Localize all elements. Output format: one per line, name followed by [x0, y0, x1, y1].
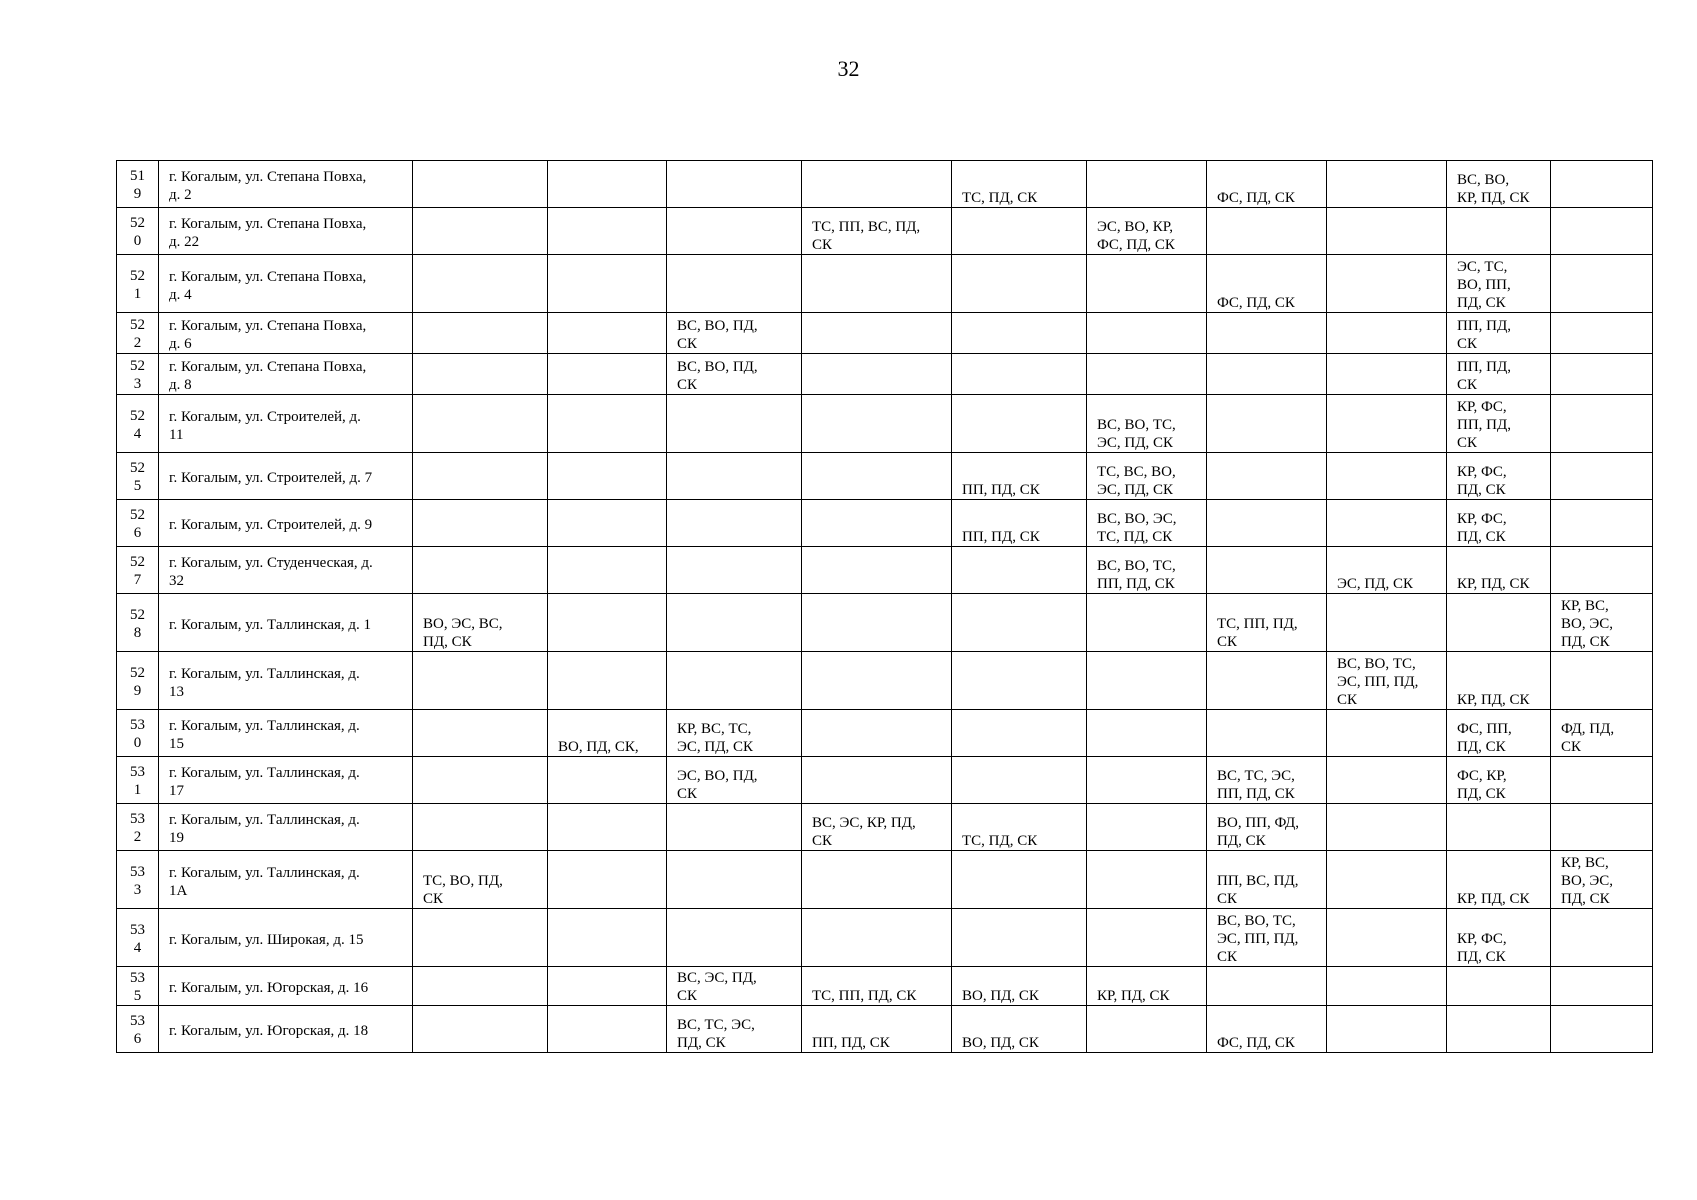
work-types-cell: ЭС, ВО, ПД, СК: [667, 757, 802, 804]
work-types-cell: [1447, 804, 1551, 851]
work-types-cell: КР, ПД, СК: [1447, 652, 1551, 710]
work-types-cell: [1447, 1006, 1551, 1053]
address-cell: г. Когалым, ул. Степана Повха, д. 6: [159, 313, 413, 354]
address-cell: г. Когалым, ул. Таллинская, д. 15: [159, 710, 413, 757]
work-types-cell: [1327, 710, 1447, 757]
work-types-cell: [1207, 710, 1327, 757]
row-number: 52 4: [117, 395, 159, 453]
work-types-cell: [1327, 804, 1447, 851]
work-types-cell: [1087, 710, 1207, 757]
work-types-cell: [802, 909, 952, 967]
work-types-cell: [667, 453, 802, 500]
work-types-cell: [1087, 161, 1207, 208]
work-types-cell: ВС, ЭС, ПД, СК: [667, 967, 802, 1006]
work-types-cell: КР, ФС, ПД, СК: [1447, 453, 1551, 500]
work-types-cell: [667, 652, 802, 710]
work-types-cell: [548, 208, 667, 255]
table-row: [117, 161, 1653, 208]
work-types-cell: [1447, 208, 1551, 255]
work-types-cell: [952, 851, 1087, 909]
address-cell: г. Когалым, ул. Таллинская, д. 13: [159, 652, 413, 710]
row-number: 52 0: [117, 208, 159, 255]
work-types-cell: ФС, КР, ПД, СК: [1447, 757, 1551, 804]
work-types-cell: ФС, ПП, ПД, СК: [1447, 710, 1551, 757]
address-cell: г. Когалым, ул. Таллинская, д. 1А: [159, 851, 413, 909]
work-types-cell: [1551, 453, 1653, 500]
address-cell: г. Когалым, ул. Строителей, д. 9: [159, 500, 413, 547]
work-types-cell: [802, 453, 952, 500]
work-types-cell: КР, ВС, ТС, ЭС, ПД, СК: [667, 710, 802, 757]
address-cell: г. Когалым, ул. Степана Повха, д. 4: [159, 255, 413, 313]
work-types-cell: ФС, ПД, СК: [1207, 161, 1327, 208]
work-types-cell: [802, 255, 952, 313]
work-types-cell: [952, 710, 1087, 757]
work-types-cell: [802, 594, 952, 652]
work-types-cell: [802, 757, 952, 804]
table-row: [117, 851, 1653, 909]
work-types-cell: [1551, 313, 1653, 354]
work-types-cell: [548, 395, 667, 453]
work-types-cell: [1087, 757, 1207, 804]
work-types-cell: ЭС, ПД, СК: [1327, 547, 1447, 594]
work-types-cell: ПП, ПД, СК: [1447, 313, 1551, 354]
work-types-cell: ПП, ПД, СК: [802, 1006, 952, 1053]
work-types-cell: ВС, ВО, ТС, ЭС, ПП, ПД, СК: [1207, 909, 1327, 967]
work-types-cell: ФС, ПД, СК: [1207, 1006, 1327, 1053]
work-types-cell: ПП, ПД, СК: [952, 500, 1087, 547]
work-types-cell: [1551, 1006, 1653, 1053]
work-types-cell: [667, 395, 802, 453]
work-types-cell: [413, 967, 548, 1006]
work-types-cell: [1327, 851, 1447, 909]
work-types-cell: [1551, 395, 1653, 453]
work-types-cell: [413, 652, 548, 710]
row-number: 53 3: [117, 851, 159, 909]
work-types-cell: [952, 208, 1087, 255]
work-types-cell: [952, 652, 1087, 710]
work-types-cell: ВС, ВО, ТС, ПП, ПД, СК: [1087, 547, 1207, 594]
work-types-cell: КР, ПД, СК: [1087, 967, 1207, 1006]
table-row: [117, 453, 1653, 500]
row-number: 52 2: [117, 313, 159, 354]
work-types-cell: [952, 313, 1087, 354]
work-types-cell: [413, 395, 548, 453]
address-cell: г. Когалым, ул. Степана Повха, д. 22: [159, 208, 413, 255]
work-types-cell: [1551, 500, 1653, 547]
work-types-cell: [1327, 1006, 1447, 1053]
table-row: [117, 710, 1653, 757]
work-types-cell: ВО, ПД, СК: [952, 1006, 1087, 1053]
work-types-cell: [952, 594, 1087, 652]
address-cell: г. Когалым, ул. Таллинская, д. 1: [159, 594, 413, 652]
work-types-cell: [952, 354, 1087, 395]
work-types-cell: [1207, 354, 1327, 395]
table-row: [117, 354, 1653, 395]
address-cell: г. Когалым, ул. Строителей, д. 7: [159, 453, 413, 500]
address-cell: г. Когалым, ул. Строителей, д. 11: [159, 395, 413, 453]
table-row: [117, 255, 1653, 313]
work-types-cell: [413, 161, 548, 208]
work-types-cell: [802, 652, 952, 710]
work-types-cell: [1551, 804, 1653, 851]
work-types-cell: [667, 594, 802, 652]
work-types-cell: [548, 594, 667, 652]
table-row: [117, 804, 1653, 851]
work-types-cell: [1087, 255, 1207, 313]
work-types-cell: [413, 208, 548, 255]
work-types-cell: [1327, 967, 1447, 1006]
work-types-cell: ФС, ПД, СК: [1207, 255, 1327, 313]
work-types-cell: [548, 804, 667, 851]
work-types-cell: ЭС, ТС, ВО, ПП, ПД, СК: [1447, 255, 1551, 313]
work-types-cell: [952, 757, 1087, 804]
work-types-cell: [802, 313, 952, 354]
work-types-cell: [548, 851, 667, 909]
work-types-cell: ТС, ПД, СК: [952, 161, 1087, 208]
work-types-cell: [413, 757, 548, 804]
work-types-cell: ТС, ПД, СК: [952, 804, 1087, 851]
work-types-cell: [1327, 757, 1447, 804]
work-types-cell: ВО, ПД, СК,: [548, 710, 667, 757]
row-number: 53 5: [117, 967, 159, 1006]
work-types-cell: [1327, 453, 1447, 500]
row-number: 53 2: [117, 804, 159, 851]
work-types-cell: [1327, 594, 1447, 652]
table-row: [117, 313, 1653, 354]
work-types-cell: [1551, 909, 1653, 967]
table-row: [117, 547, 1653, 594]
work-types-cell: [1551, 547, 1653, 594]
work-types-cell: [1087, 1006, 1207, 1053]
row-number: 52 9: [117, 652, 159, 710]
table-row: [117, 500, 1653, 547]
work-types-cell: КР, ВС, ВО, ЭС, ПД, СК: [1551, 851, 1653, 909]
work-types-cell: [1551, 354, 1653, 395]
work-types-cell: [802, 547, 952, 594]
work-types-cell: [413, 354, 548, 395]
table-row: [117, 1006, 1653, 1053]
work-types-cell: [548, 757, 667, 804]
work-types-cell: [548, 547, 667, 594]
work-types-cell: [952, 255, 1087, 313]
repair-schedule-table: [116, 160, 1653, 1053]
work-types-cell: КР, ПД, СК: [1447, 851, 1551, 909]
work-types-cell: [667, 547, 802, 594]
work-types-cell: [1551, 208, 1653, 255]
work-types-cell: ТС, ПП, ВС, ПД, СК: [802, 208, 952, 255]
work-types-cell: ПП, ПД, СК: [952, 453, 1087, 500]
work-types-cell: ПП, ВС, ПД, СК: [1207, 851, 1327, 909]
work-types-cell: [1087, 354, 1207, 395]
work-types-cell: [802, 710, 952, 757]
work-types-cell: [413, 313, 548, 354]
table-row: [117, 652, 1653, 710]
row-number: 53 6: [117, 1006, 159, 1053]
work-types-cell: ВС, ВО, ПД, СК: [667, 313, 802, 354]
row-number: 53 4: [117, 909, 159, 967]
work-types-cell: [667, 804, 802, 851]
work-types-cell: [548, 161, 667, 208]
address-cell: г. Когалым, ул. Широкая, д. 15: [159, 909, 413, 967]
work-types-cell: [548, 255, 667, 313]
work-types-cell: [1327, 255, 1447, 313]
work-types-cell: [1327, 909, 1447, 967]
work-types-cell: [548, 500, 667, 547]
work-types-cell: [1551, 161, 1653, 208]
work-types-cell: [1327, 208, 1447, 255]
work-types-cell: [548, 354, 667, 395]
work-types-cell: [413, 909, 548, 967]
row-number: 53 0: [117, 710, 159, 757]
work-types-cell: [413, 500, 548, 547]
address-cell: г. Когалым, ул. Степана Повха, д. 2: [159, 161, 413, 208]
work-types-cell: [802, 354, 952, 395]
work-types-cell: [667, 208, 802, 255]
work-types-cell: [548, 909, 667, 967]
row-number: 53 1: [117, 757, 159, 804]
work-types-cell: [1207, 547, 1327, 594]
work-types-cell: ВС, ВО, ЭС, ТС, ПД, СК: [1087, 500, 1207, 547]
work-types-cell: ВС, ЭС, КР, ПД, СК: [802, 804, 952, 851]
work-types-cell: [548, 313, 667, 354]
work-types-cell: ВС, ВО, ТС, ЭС, ПП, ПД, СК: [1327, 652, 1447, 710]
work-types-cell: [548, 1006, 667, 1053]
work-types-cell: [952, 395, 1087, 453]
work-types-cell: [1327, 313, 1447, 354]
work-types-cell: [667, 909, 802, 967]
work-types-cell: ВС, ВО, КР, ПД, СК: [1447, 161, 1551, 208]
work-types-cell: [548, 453, 667, 500]
address-cell: г. Когалым, ул. Таллинская, д. 17: [159, 757, 413, 804]
work-types-cell: [1207, 395, 1327, 453]
work-types-cell: [413, 547, 548, 594]
row-number: 52 5: [117, 453, 159, 500]
work-types-cell: КР, ФС, ПД, СК: [1447, 909, 1551, 967]
work-types-cell: [1327, 500, 1447, 547]
work-types-cell: ТС, ПП, ПД, СК: [1207, 594, 1327, 652]
work-types-cell: [802, 851, 952, 909]
work-types-cell: [1551, 255, 1653, 313]
work-types-cell: [667, 255, 802, 313]
work-types-cell: ВО, ПП, ФД, ПД, СК: [1207, 804, 1327, 851]
work-types-cell: [667, 500, 802, 547]
work-types-cell: [1087, 313, 1207, 354]
work-types-cell: КР, ФС, ПД, СК: [1447, 500, 1551, 547]
row-number: 52 8: [117, 594, 159, 652]
table-row: [117, 395, 1653, 453]
address-cell: г. Когалым, ул. Югорская, д. 16: [159, 967, 413, 1006]
work-types-cell: ТС, ПП, ПД, СК: [802, 967, 952, 1006]
work-types-cell: [1327, 161, 1447, 208]
work-types-cell: [1087, 804, 1207, 851]
work-types-cell: [1207, 208, 1327, 255]
page-number: 32: [837, 56, 860, 81]
work-types-cell: [802, 500, 952, 547]
work-types-cell: [1087, 594, 1207, 652]
work-types-cell: [1551, 967, 1653, 1006]
work-types-cell: [1327, 354, 1447, 395]
table-row: [117, 757, 1653, 804]
work-types-cell: КР, ПД, СК: [1447, 547, 1551, 594]
table-row: [117, 909, 1653, 967]
work-types-cell: ВС, ВО, ПД, СК: [667, 354, 802, 395]
row-number: 52 6: [117, 500, 159, 547]
table-row: [117, 208, 1653, 255]
work-types-cell: [1087, 851, 1207, 909]
row-number: 52 1: [117, 255, 159, 313]
work-types-cell: [1207, 313, 1327, 354]
work-types-cell: [1207, 652, 1327, 710]
work-types-cell: [667, 851, 802, 909]
address-cell: г. Когалым, ул. Таллинская, д. 19: [159, 804, 413, 851]
address-cell: г. Когалым, ул. Степана Повха, д. 8: [159, 354, 413, 395]
work-types-cell: [413, 710, 548, 757]
work-types-cell: ТС, ВС, ВО, ЭС, ПД, СК: [1087, 453, 1207, 500]
work-types-cell: [952, 547, 1087, 594]
work-types-cell: [1327, 395, 1447, 453]
address-cell: г. Когалым, ул. Студенческая, д. 32: [159, 547, 413, 594]
table-row: [117, 967, 1653, 1006]
row-number: 51 9: [117, 161, 159, 208]
work-types-cell: [667, 161, 802, 208]
work-types-cell: [1207, 967, 1327, 1006]
work-types-cell: [413, 1006, 548, 1053]
work-types-cell: [548, 652, 667, 710]
row-number: 52 3: [117, 354, 159, 395]
work-types-cell: [413, 453, 548, 500]
work-types-cell: ПП, ПД, СК: [1447, 354, 1551, 395]
work-types-cell: ФД, ПД, СК: [1551, 710, 1653, 757]
work-types-cell: [952, 909, 1087, 967]
work-types-cell: КР, ФС, ПП, ПД, СК: [1447, 395, 1551, 453]
work-types-cell: [1551, 757, 1653, 804]
work-types-cell: [802, 161, 952, 208]
work-types-cell: [1207, 500, 1327, 547]
work-types-cell: ВО, ПД, СК: [952, 967, 1087, 1006]
work-types-cell: [802, 395, 952, 453]
work-types-cell: [413, 804, 548, 851]
work-types-cell: КР, ВС, ВО, ЭС, ПД, СК: [1551, 594, 1653, 652]
work-types-cell: [1087, 652, 1207, 710]
address-cell: г. Когалым, ул. Югорская, д. 18: [159, 1006, 413, 1053]
work-types-cell: ВС, ТС, ЭС, ПП, ПД, СК: [1207, 757, 1327, 804]
work-types-cell: [413, 255, 548, 313]
work-types-cell: [1447, 967, 1551, 1006]
work-types-cell: [1207, 453, 1327, 500]
work-types-cell: ВС, ВО, ТС, ЭС, ПД, СК: [1087, 395, 1207, 453]
table-body: [117, 161, 1653, 1053]
work-types-cell: ВО, ЭС, ВС, ПД, СК: [413, 594, 548, 652]
table-row: [117, 594, 1653, 652]
work-types-cell: [548, 967, 667, 1006]
work-types-cell: ТС, ВО, ПД, СК: [413, 851, 548, 909]
work-types-cell: [1447, 594, 1551, 652]
row-number: 52 7: [117, 547, 159, 594]
work-types-cell: [1087, 909, 1207, 967]
work-types-cell: ВС, ТС, ЭС, ПД, СК: [667, 1006, 802, 1053]
work-types-cell: ЭС, ВО, КР, ФС, ПД, СК: [1087, 208, 1207, 255]
work-types-cell: [1551, 652, 1653, 710]
